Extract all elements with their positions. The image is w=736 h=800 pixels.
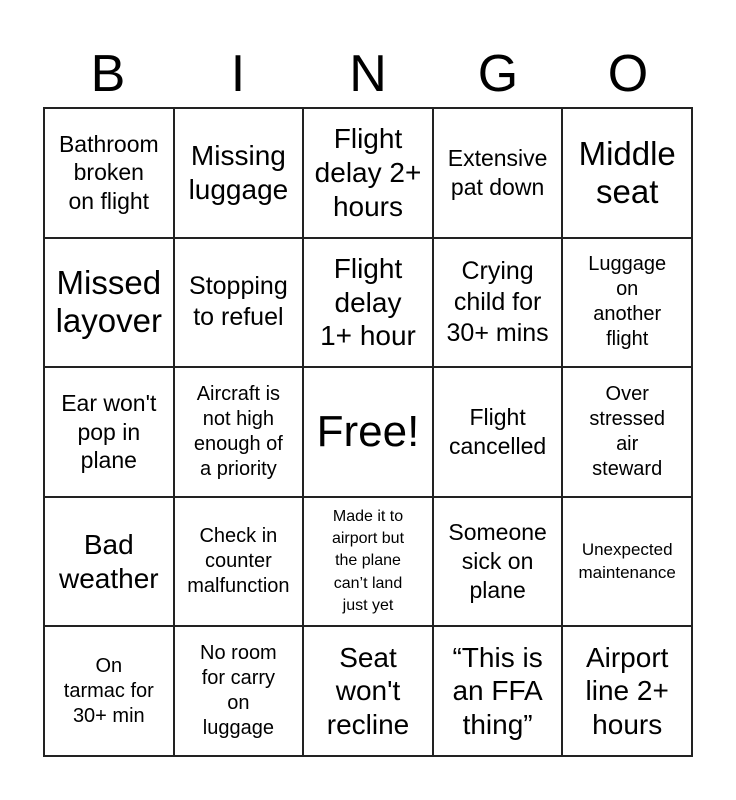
bingo-cell[interactable] <box>175 109 305 239</box>
header-letter-n: N <box>349 45 387 103</box>
bingo-cell[interactable] <box>563 498 693 628</box>
cell-text: Airport line 2+ hours <box>585 641 669 740</box>
bingo-cell[interactable] <box>563 239 693 369</box>
bingo-cell[interactable] <box>175 498 305 628</box>
cell-text: Middle seat <box>578 134 676 210</box>
cell-text: Flight delay 1+ hour <box>320 253 416 352</box>
header-letter-o: O <box>607 45 649 103</box>
cell-text: Missed layover <box>55 264 162 340</box>
bingo-header <box>43 40 693 108</box>
cell-text: Bathroom broken on flight <box>58 130 159 215</box>
cell-text: Unexpected maintenance <box>578 539 676 582</box>
bingo-cell[interactable] <box>45 498 175 628</box>
header-letter-b: B <box>90 45 126 103</box>
bingo-cell[interactable] <box>45 627 175 757</box>
cell-text: Bad weather <box>58 529 159 594</box>
bingo-cell[interactable] <box>175 368 305 498</box>
bingo-cell[interactable] <box>175 627 305 757</box>
cell-text: Luggage on another flight <box>588 253 667 351</box>
bingo-cell[interactable] <box>563 627 693 757</box>
cell-text: On tarmac for 30+ min <box>63 654 154 727</box>
header-letter-g: G <box>477 45 519 103</box>
cell-text: Aircraft is not high enough of a priority <box>193 382 283 480</box>
bingo-cell[interactable] <box>304 109 434 239</box>
bingo-cell[interactable] <box>45 368 175 498</box>
cell-text: Flight delay 2+ hours <box>314 123 422 222</box>
bingo-cell[interactable] <box>434 627 564 757</box>
cell-text: Check in counter malfunction <box>187 525 290 598</box>
bingo-cell[interactable] <box>563 368 693 498</box>
free-space[interactable] <box>304 368 434 498</box>
bingo-cell[interactable] <box>45 239 175 369</box>
bingo-cell[interactable] <box>304 498 434 628</box>
cell-text: Seat won't recline <box>326 641 410 740</box>
bingo-cell[interactable] <box>434 368 564 498</box>
cell-text: Extensive pat down <box>447 145 548 200</box>
cell-text: Crying child for 30+ mins <box>446 256 549 348</box>
free-space-text: Free! <box>316 406 420 456</box>
bingo-cell[interactable] <box>304 239 434 369</box>
cell-text: “This is an FFA thing” <box>452 641 543 740</box>
header-letter-i: I <box>230 45 246 103</box>
bingo-cell[interactable] <box>434 498 564 628</box>
bingo-cell[interactable] <box>304 627 434 757</box>
bingo-cell[interactable] <box>45 109 175 239</box>
cell-text: Flight cancelled <box>449 404 547 459</box>
cell-text: Stopping to refuel <box>189 272 288 332</box>
cell-text: No room for carry on luggage <box>200 642 277 740</box>
bingo-board <box>43 107 693 757</box>
bingo-cell[interactable] <box>175 239 305 369</box>
cell-text: Made it to airport but the plane can’t land just yet <box>331 507 405 615</box>
bingo-cell[interactable] <box>563 109 693 239</box>
cell-text: Over stressed air steward <box>589 382 665 480</box>
cell-text: Missing luggage <box>188 140 289 205</box>
bingo-cell[interactable] <box>434 239 564 369</box>
cell-text: Ear won't pop in plane <box>61 389 157 474</box>
cell-text: Someone sick on plane <box>448 519 547 603</box>
bingo-cell[interactable] <box>434 109 564 239</box>
